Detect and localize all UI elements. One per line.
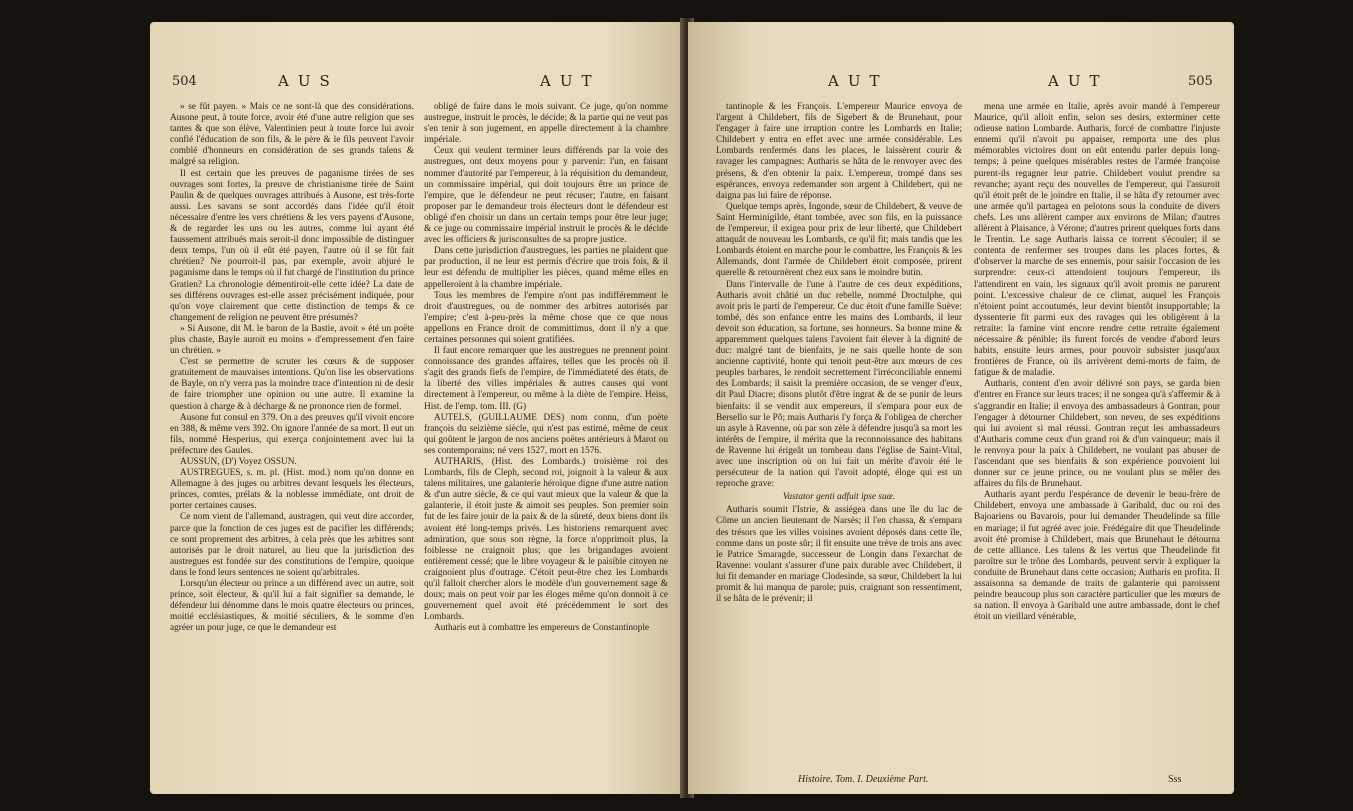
right-page — [688, 22, 1234, 794]
paragraph: Lorsqu'un électeur ou prince a un différend avec un autre, soit prince, soit électeur, & qu'il lui a fait signifier sa demande, le défendeur lui dénomme dans le mois quatre électeurs ou princes, moitié ecclésiastiques, & moitié séculiers, & le somme d'en agréer un pour juge, ce que le demandeur est — [170, 579, 414, 634]
paragraph: Tous les membres de l'empire n'ont pas indifféremment le droit d'austregues, ou de nommer des arbitres autorisés par l'empire; c'est à-peu-près la même chose que ce que nous appellons en France droit de committimus, dont il n'y a que certaines personnes qui soient gratifiées. — [424, 290, 668, 345]
paragraph: Autharis ayant perdu l'espérance de devenir le beau-frère de Childebert, envoya une ambassade à Garibald, duc ou roi des Bajoariens ou Bavarois, pour lui demander Theudelinde sa fille en mariage; il fut agréé avec joie. Frédégaire dit que Theudelinde avoit été promise à Childebert, mais que Brunehaut le détourna de cette alliance. Les talens & les vertus que Theudelinde fit paroître sur le trône des Lombards, peuvent servir à expliquer la conduite de Brunehaut dans cette occasion; Autharis en profita. Il assaisonna sa demande de traits de galanterie qui paroissent peindre beaucoup plus son caractère particulier que les mœurs de sa nation. Il envoya à Garibald une autre ambassade, dont le chef étoit un vieillard vénérable, — [974, 490, 1220, 623]
right-header-right: AUT — [1048, 72, 1109, 90]
paragraph: AUTHARIS, (Hist. des Lombards.) troisième roi des Lombards, fils de Cleph, second roi, joignoit à la valeur & aux talens militaires, une galanterie héroïque digne d'une autre nation & d'un autre siècle, & ce qui vaut mieux que la valeur & que la galanterie, il étoit juste & aimoit ses peuples. Son premier soin fut de les faire jouir de la paix & de la sûreté, deux biens dont ils avoient été long-temps privés. Les historiens remarquent avec admiration, que sous son règne, la force n'opprimoit plus, la foiblesse ne craignoit plus; que les brigandages avoient entièrement cessé; que le libre voyageur & le paisible citoyen ne craignoient plus d'outrage. C'étoit peut-être chez les Lombards qu'il falloit chercher alors le modèle d'un gouvernement sage & doux; mais on peut voir par les éloges même qu'on donnoit à ce gouvernement quel avoit été précédemment le sort des Lombards. — [424, 457, 668, 623]
paragraph: Quelque temps après, Ingonde, sœur de Childebert, & veuve de Saint Herminigilde, étant tombée, avec son fils, en la puissance de l'empereur, il exigea pour prix de leur liberté, que Childebert attaquât de nouveau les Lombards, ce qu'il fit; mais tandis que les Lombards étoient en marche pour le combattre, les François & les Allemands, dont l'armée de Childebert étoit composée, prirent querelle & retournèrent chez eux sans le moindre butin. — [716, 201, 962, 279]
paragraph: AUSSUN, (D') Voyez OSSUN. — [180, 457, 297, 467]
paragraph: » se fût payen. » Mais ce ne sont-là que des considérations. Ausone peut, à toute force, avoir été d'une autre religion que ses tantes & que son élève, Valentinien peut à toute force lui avoir confié l'éducation de son fils, & le père & le fils peuvent l'avoir comblé d'honneurs en considération de ses grands talens & malgré sa religion. — [170, 102, 414, 168]
right-page-footer: Histoire. Tom. I. Deuxième Part. — [798, 774, 929, 785]
left-page-column-2 — [424, 102, 668, 792]
left-header-right: AUT — [540, 72, 601, 90]
paragraph: Autharis soumit l'Istrie, & assiégea dans une île du lac de Côme un ancien lieutenant de Narsès; il l'en chassa, & s'empara des trésors que les villes voisines avoient déposés dans cette île, comme dans un poste sûr; il fit ensuite une trève de trois ans avec le Patrice Smaragde, successeur de Longin dans l'exarchat de Ravenne: voulant s'assurer d'une paix durable avec Childebert, il lui fit demander en mariage Clodesinde, sa sœur, Childebert la lui promit & lui manqua de parole; puis, craignant son ressentiment, il se hâta de le prévenir; il — [716, 505, 962, 605]
signature-mark: Sss — [1168, 774, 1182, 785]
paragraph: obligé de faire dans le mois suivant. Ce juge, qu'on nomme austregue, instruit le procès, le décide; & la partie qui ne veut pas s'en tenir à son jugement, en appelle directement à la chambre impériale. — [424, 102, 668, 146]
right-page-column-1 — [716, 102, 962, 792]
right-running-header — [688, 72, 1234, 94]
paragraph: Ce nom vient de l'allemand, austragen, qui veut dire accorder, parce que la fonction de ces juges est de pacifier les différends; ce sont proprement des arbitres, à cela près que les arbitres sont autorisés par le droit naturel, au lieu que la jurisdiction des austregues est fondée sur des constitutions de l'empire, quoique dans le fond leurs sentences ne soient qu'arbitrales. — [170, 512, 414, 578]
left-header-left: AUS — [278, 72, 339, 90]
left-page-number: 504 — [172, 74, 197, 89]
left-running-header — [150, 72, 685, 94]
paragraph: mena une armée en Italie, après avoir mandé à l'empereur Maurice, qu'il alloit enfin, selon ses desirs, exterminer cette odieuse nation Lombarde. Autharis, forcé de combattre l'injuste ennemi qu'il n'avoit pu appaiser, remporta une des plus mémorables victoires dont on eût entendu parler depuis long-temps; à peine quelques misérables restes de l'armée françoise purent-ils regagner leur patrie. Childebert voulut prendre sa revanche; ayant reçu des nouvelles de l'empereur, qui l'assuroit qu'il étoit prêt de le joindre en Italie, il se hâta d'y retourner avec une armée qu'il partagea en pelotons sous la conduite de divers chefs. Les uns allèrent camper aux environs de Milan; d'autres allèrent à Plaisance, à Vérone; d'autres prirent quelques forts dans le Trentin. Le sage Autharis laissa ce torrent s'écouler; il se contenta de renfermer ses troupes dans les places fortes, & d'observer la marche de ses ennemis, pour saisir l'occasion de les surprendre: ceux-ci attendoient toujours l'empereur, ils l'attendirent en vain, les signaux qu'il avoit promis ne parurent point. L'excessive chaleur de ce climat, auquel les François n'étoient point accoutumés, leur devint bientôt insupportable; la dyssenterie fit parmi eux des ravages qui les obligèrent à la retraite: la famine vint encore rendre cette retraite également nécessaire & pénible; ils furent forcés de vendre d'abord leurs habits, ensuite leurs armes, pour pouvoir subsister jusqu'aux frontières de France, où ils arrivèrent demi-morts de faim, de fatigue & de maladie. — [974, 102, 1220, 379]
paragraph: Dans cette jurisdiction d'austregues, les parties ne plaident que par production, il ne leur est permis d'écrire que trois fois, & il leur est défendu de multiplier les pièces, quand même elles en appelleroient à la chambre impériale. — [424, 246, 668, 290]
paragraph: Vastator genti adfuit ipse suæ. — [782, 492, 896, 503]
paragraph: Autharis, content d'en avoir délivré son pays, se garda bien d'entrer en France sur leurs traces; il ne songea qu'à s'affermir & à s'aggrandir en Italie; il envoya des ambassadeurs à Gontran, pour l'engager à détourner Childebert, son neveu, de ses expéditions qui lui avoient si mal réussi. Gontran reçut les ambassadeurs d'Autharis comme ceux d'un grand roi & d'un vainqueur; mais il le renvoya pour la paix à Childebert, ne voulant pas abuser de l'ascendant que ses bienfaits & son expérience pouvoient lui donner sur ce jeune prince, ou ne voulant plus se mêler des affaires du fils de Brunehaut. — [974, 379, 1220, 490]
left-page-column-1 — [170, 102, 414, 792]
left-page — [150, 22, 685, 794]
paragraph: Ausone fut consul en 379. On a des preuves qu'il vivoit encore en 388, & même vers 392. On ignore l'année de sa mort. Il eut un fils, nommé Hesperius, qui exerça conjointement avec lui la préfecture des Gaules. — [170, 412, 414, 456]
right-page-column-2 — [974, 102, 1220, 792]
paragraph: Il est certain que les preuves de paganisme tirées de ses ouvrages sont fortes, la preuve de christianisme tirée de Saint Paulin & de quelques ouvrages attribués à Ausone, est très-forte aussi. Les savans se sont accordés dans l'idée qu'il étoit nécessaire d'entre les vers chrétiens & les vers payens d'Ausone, & de regarder les uns ou les autres, comme lui ayant été faussement attribués mais seroit-il donc impossible de distinguer deux temps, l'un où il eût été payen, l'autre où il se fût fait chrétien? Ne pourroit-il pas, par exemple, avoir abjuré le paganisme dans le temps où il fut chargé de l'institution du prince Gratien? La chronologie démentiroit-elle cette idée? La date de ses différens ouvrages est-elle assez précisément indiquée, pour qu'on voye clairement que cette distinction de temps & ce changement de religion ne peuvent être présumés? — [170, 168, 414, 323]
paragraph: Autharis eut à combattre les empereurs de Constantinople — [434, 623, 650, 634]
right-header-left: AUT — [828, 72, 889, 90]
paragraph: Dans l'intervalle de l'une à l'autre de ces deux expéditions, Autharis avoit châtié un duc rebelle, nommé Droctulphe, qui avoit pris le parti de l'empereur. Ce duc étoit d'une famille Suève: tombé, dès son enfance entre les mains des Lombards, il leur devoit son éducation, sa fortune, ses honneurs. Sa bonne mine & apparemment quelques talens l'avoient fait élever à la dignité de duc: malgré tant de bienfaits, je ne sais quelle honte de son ancienne captivité, honte qui tenoit peut-être aux mœurs de ces peuples barbares, le rendoit secrettement l'irréconciliable ennemi des Lombards; il saisit la première occasion, de se venger d'eux, dit Paul Diacre; disons plutôt d'être ingrat & de se punir de leurs bienfaits: il se vendit aux empereurs, il s'empara pour eux de Bersello sur le Pô; mais Autharis l'y força & l'obligea de chercher un asyle à Ravenne, où par son zèle à défendre jusqu'à sa mort les intérêts de l'empire, il mérita que la reconnoissance des habitans de Ravenne lui érigeât un tombeau dans l'église de Saint-Vital, avec une inscription où on lui fait un mérite d'avoir été le persécuteur de la nation qui l'avoit adopté, éloge qui est un reproche grave: — [716, 279, 962, 490]
paragraph: C'est se permettre de scruter les cœurs & de supposer gratuitement de mauvaises intentions. Qu'on lise les observations de Bayle, on n'y verra pas la moindre trace d'intention ni de desir de faire triompher une opinion ou une autre. Il examine la question à charge & à décharge & ne prononce rien de formel. — [170, 357, 414, 412]
paragraph: tantinople & les François. L'empereur Maurice envoya de l'argent à Childebert, fils de Sigebert & de Brunehaut, pour l'engager à faire une irruption contre les Lombards en Italie; Childebert y entra en effet avec une armée considérable. Les Lombards renfermés dans les places, le laissèrent courir & ravager les campagnes: Autharis se hâta de le renvoyer avec des présens, & d'en obtenir la paix. L'empereur, trompé dans ses espérances, envoya redemander son argent à Childebert, qui ne daigna pas lui faire de réponse. — [716, 102, 962, 201]
paragraph: Ceux qui veulent terminer leurs différends par la voie des austregues, ont deux moyens pour y parvenir: l'un, en faisant nommer d'autorité par l'empereur, à la réquisition du demandeur, un commissaire impérial, qui doit toujours être un prince de l'empire, que le défendeur ne peut récuser; l'autre, en faisant proposer par le demandeur trois électeurs dont le défendeur est obligé d'en choisir un dans un certain temps pour être leur juge; & ce juge ou commissaire impérial instruit le procès & le décide avec les officiers & jurisconsultes de sa propre justice. — [424, 146, 668, 246]
paragraph: AUTELS, (GUILLAUME DES) nom connu, d'un poëte françois du seizième siècle, qui n'est pas estimé, même de ceux qui goûtent le jargon de nos anciens poëtes antérieurs à Marot ou ses contemporains; né vers 1527, mort en 1576. — [424, 412, 668, 456]
paragraph: Il faut encore remarquer que les austregues ne prennent point connoissance des grandes affaires, telles que les procès où il s'agit des grands fiefs de l'empire, de l'immédiateté des états, de la liberté des villes impériales & autres causes qui vont directement à l'empereur, ou même à la diète de l'empire. Heiss, Hist. de l'emp. tom. III. (G) — [424, 346, 668, 412]
paragraph: » Si Ausone, dit M. le baron de la Bastie, avoit » été un poëte plus chaste, Bayle auroit eu moins » d'empressement d'en faire un chrétien. » — [170, 323, 414, 357]
paragraph: AUSTREGUES, s. m. pl. (Hist. mod.) nom qu'on donne en Allemagne à des juges ou arbitres devant lesquels les électeurs, princes, comtes, prélats & la noblesse immédiate, ont droit de porter certaines causes. — [170, 468, 414, 512]
right-page-number: 505 — [1188, 74, 1213, 89]
